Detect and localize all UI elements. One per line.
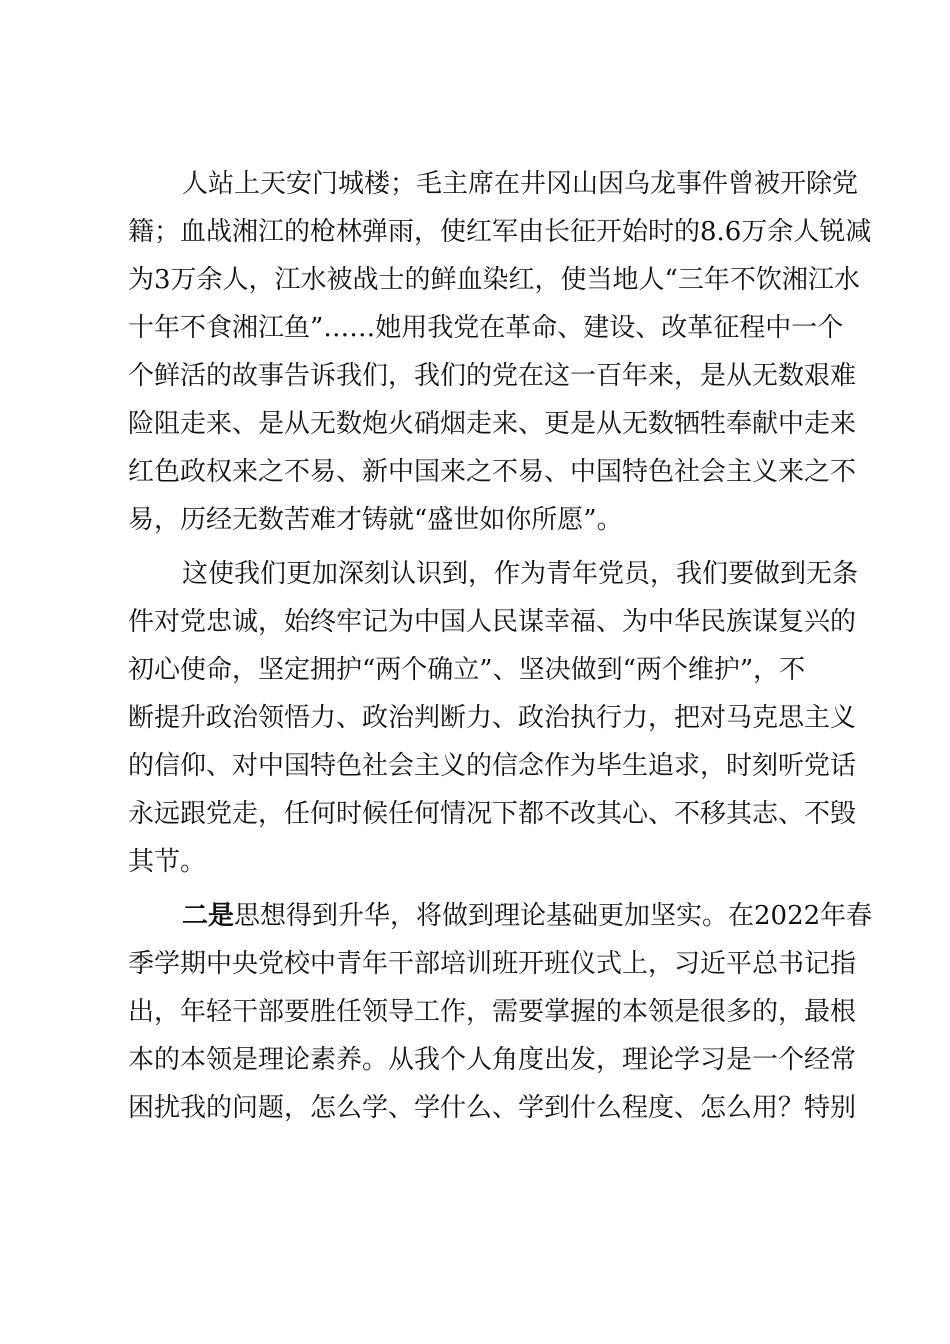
text-line: 个鲜活的故事告诉我们，我们的党在这一百年来，是从无数艰难 [128,361,857,391]
text-line: 困扰我的问题，怎么学、学什么、学到什么程度、怎么用？特别 [128,1093,857,1123]
text-line: 这使我们更加深刻认识到，作为青年党员，我们要做到无条 [182,559,859,589]
paragraph-1 [128,160,872,544]
text-line: 的信仰、对中国特色社会主义的信念作为毕生追求，时刻听党话 [128,751,857,781]
text-line: 为3万余人，江水被战士的鲜血染红，使当地人“三年不饮湘江水 [128,265,860,295]
text-line: 本的本领是理论素养。从我个人角度出发，理论学习是一个经常 [128,1045,857,1075]
paragraph-3 [128,892,873,1132]
text-line: 断提升政治领悟力、政治判断力、政治执行力，把对马克思主义 [128,703,857,733]
text-line: 永远跟党走，任何时候任何情况下都不改其心、不移其志、不毁 [128,799,857,829]
text-line: 件对党忠诚，始终牢记为中国人民谋幸福、为中华民族谋复兴的 [128,607,857,637]
text-line: 十年不食湘江鱼”……她用我党在革命、建设、改革征程中一个 [128,313,844,343]
text-line: 籍；血战湘江的枪林弹雨，使红军由长征开始时的8.6万余人锐减 [128,217,872,247]
text-line: 季学期中央党校中青年干部培训班开班仪式上，习近平总书记指 [128,949,857,979]
section-lead: 二是 [182,901,235,931]
text-line: 人站上天安门城楼；毛主席在井冈山因乌龙事件曾被开除党 [182,169,859,199]
text-line: 其节。 [128,847,207,877]
document-body [128,160,873,1132]
text-line: 红色政权来之不易、新中国来之不易、中国特色社会主义来之不 [128,457,857,487]
text-line: 初心使命，坚定拥护“两个确立”、坚决做到“两个维护”，不 [128,655,806,685]
section-lead-rest: 思想得到升华，将做到理论基础更加坚实。在2022年春 [234,901,873,931]
text-line [128,892,873,940]
paragraph-2 [128,550,858,886]
text-line: 易，历经无数苦难才铸就“盛世如你所愿”。 [128,505,623,535]
text-line: 出，年轻干部要胜任领导工作，需要掌握的本领是很多的，最根 [128,997,857,1027]
text-line: 险阻走来、是从无数炮火硝烟走来、更是从无数牺牲奉献中走来 [128,409,857,439]
